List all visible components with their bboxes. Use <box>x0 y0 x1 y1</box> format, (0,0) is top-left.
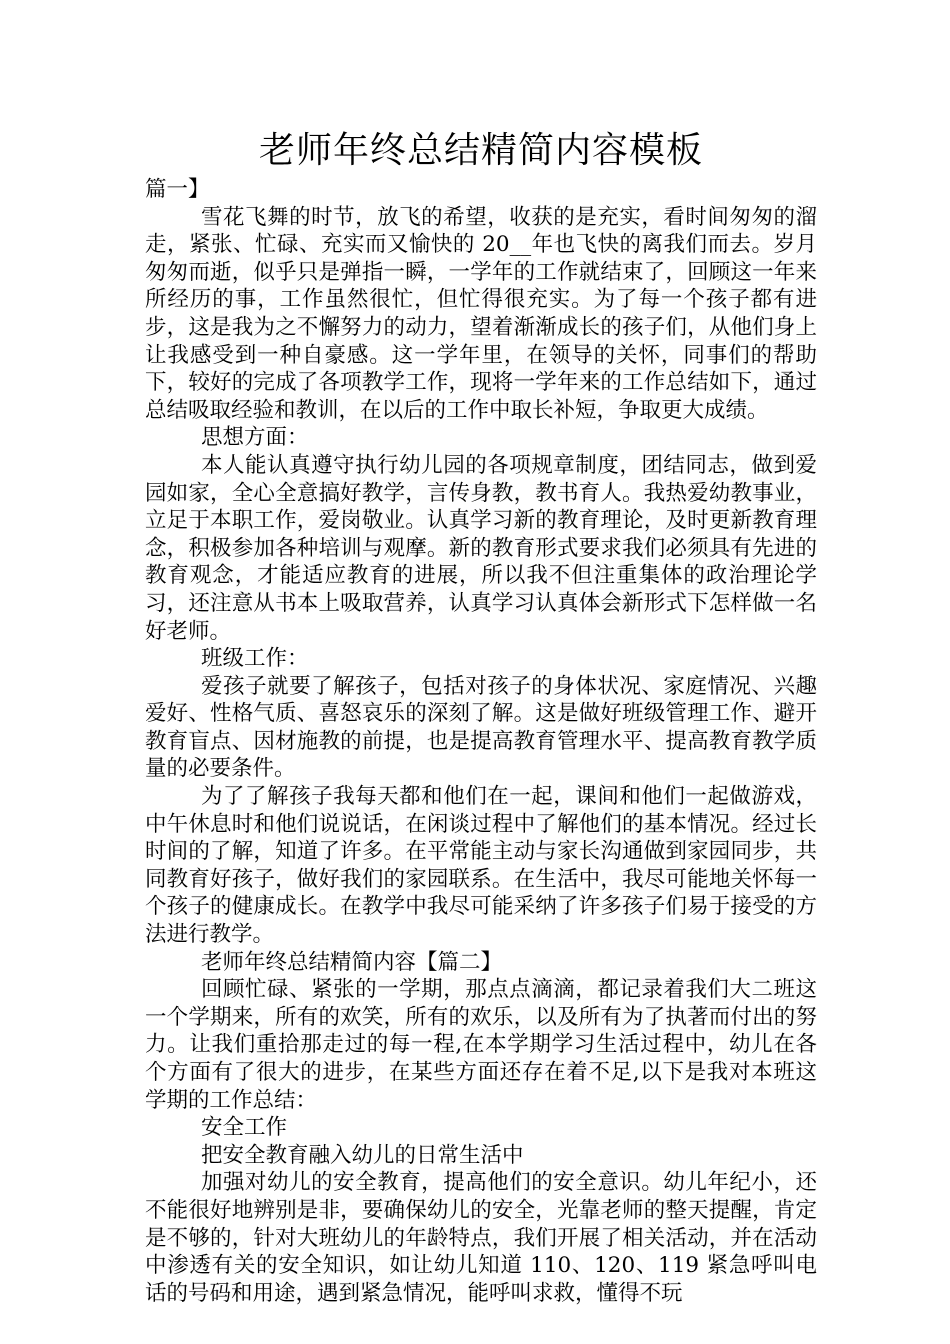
paragraph: 本人能认真遵守执行幼儿园的各项规章制度，团结同志，做到爱园如家，全心全意搞好教学，言传身教，教书育人。我热爱幼教事业，立足于本职工作，爱岗敬业。认真学习新的教育理论，及时更新教育理念，积极参加各种培训与观摩。新的教育形式要求我们必须具有先进的教育观念，才能适应教育的进展，所以我不但注重集体的政治理论学习，还注意从书本上吸取营养，认真学习认真体会新形式下怎样做一名好老师。 <box>145 452 817 644</box>
paragraph: 回顾忙碌、紧张的一学期，那点点滴滴，都记录着我们大二班这一个学期来，所有的欢笑，所有的欢乐，以及所有为了执著而付出的努力。让我们重拾那走过的每一程,在本学期学习生活过程中，幼儿在各个方面有了很大的进步，在某些方面还存在着不足,以下是我对本班这学期的工作总结： <box>145 977 817 1113</box>
paragraph: 为了了解孩子我每天都和他们在一起，课间和他们一起做游戏，中午休息时和他们说说话，在闲谈过程中了解他们的基本情况。经过长时间的了解，知道了许多。在平常能主动与家长沟通做到家园同步，共同教育好孩子，做好我们的家园联系。在生活中，我尽可能地关怀每一个孩子的健康成长。在教学中我尽可能采纳了许多孩子们易于接受的方法进行教学。 <box>145 784 817 948</box>
paragraph: 加强对幼儿的安全教育，提高他们的安全意识。幼儿年纪小，还不能很好地辨别是非，要确保幼儿的安全，光靠老师的整天提醒，肯定是不够的，针对大班幼儿的年龄特点，我们开展了相关活动，并在活动中渗透有关的安全知识，如让幼儿知道 110、120、119 紧急呼叫电话的号码和用途，遇到紧急情况，能呼叫求救，懂得不玩 <box>145 1170 817 1306</box>
document-page <box>145 128 817 1307</box>
section-heading: 篇一】 <box>145 177 210 202</box>
paragraph: 爱孩子就要了解孩子，包括对孩子的身体状况、家庭情况、兴趣爱好、性格气质、喜怒哀乐的深刻了解。这是做好班级管理工作、避开教育盲点、因材施教的前提，也是提高教育管理水平、提高教育教学质量的必要条件。 <box>145 673 817 782</box>
paragraph: 雪花飞舞的时节，放飞的希望，收获的是充实，看时间匆匆的溜走，紧张、忙碌、充实而又愉快的 20__年也飞快的离我们而去。岁月匆匆而逝，似乎只是弹指一瞬，一学年的工作就结束了，回顾这一年来所经历的事，工作虽然很忙，但忙得很充实。为了每一个孩子都有进步，这是我为之不懈努力的动力，望着渐渐成长的孩子们，从他们身上让我感受到一种自豪感。这一学年里，在领导的关怀，同事们的帮助下，较好的完成了各项教学工作，现将一学年来的工作总结如下，通过总结吸取经验和教训，在以后的工作中取长补短，争取更大成绩。 <box>145 204 817 423</box>
subheading: 班级工作： <box>201 646 309 672</box>
document-title: 老师年终总结精简内容模板 <box>258 130 703 171</box>
subheading: 把安全教育融入幼儿的日常生活中 <box>201 1142 524 1168</box>
section-heading: 老师年终总结精简内容【篇二】 <box>201 949 503 975</box>
document-body <box>145 176 817 1307</box>
subheading: 安全工作 <box>201 1115 288 1141</box>
subheading: 思想方面： <box>201 425 309 451</box>
